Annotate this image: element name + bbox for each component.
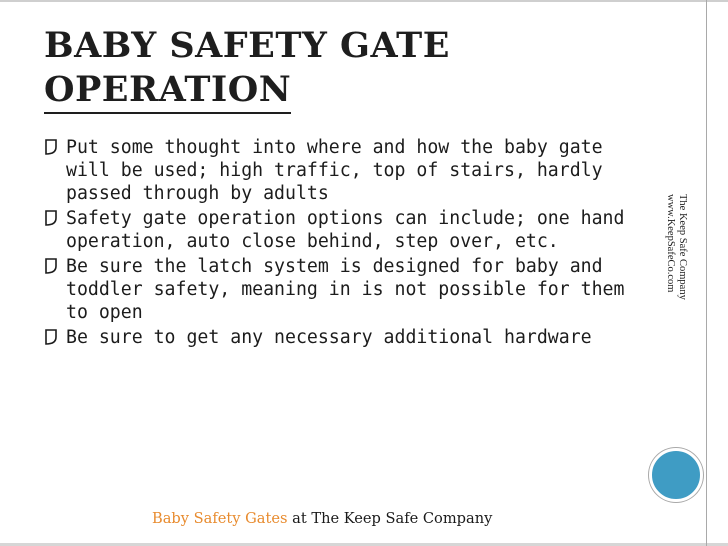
hollow-drop-bullet-icon (44, 138, 56, 156)
bullet-text: Be sure the latch system is designed for baby and toddler safety, meaning in is not possible for them to open (66, 256, 625, 323)
company-url: www.KeepSafeCo.com (665, 194, 676, 293)
company-sidebar-text (664, 194, 688, 354)
footer (152, 510, 492, 527)
slide-title (44, 24, 644, 114)
list-item (44, 136, 634, 205)
top-border (0, 0, 728, 2)
footer-text: at The Keep Safe Company (292, 510, 493, 527)
title-line-2: OPERATION (44, 68, 291, 114)
list-item (44, 207, 634, 253)
company-name: The Keep Safe Company (677, 194, 688, 300)
decorative-circle (649, 448, 703, 502)
bullet-list (44, 136, 634, 351)
hollow-drop-bullet-icon (44, 209, 56, 227)
right-vertical-rule (706, 0, 707, 546)
list-item (44, 326, 634, 349)
bullet-text: Be sure to get any necessary additional hardware (66, 327, 592, 348)
bullet-text: Put some thought into where and how the baby gate will be used; high traffic, top of stairs, hardly passed through by adults (66, 137, 603, 204)
title-line-1: BABY SAFETY GATE (44, 25, 450, 66)
hollow-drop-bullet-icon (44, 328, 56, 346)
list-item (44, 255, 634, 324)
bullet-text: Safety gate operation options can include; one hand operation, auto close behind, step over, etc. (66, 208, 625, 252)
footer-link[interactable]: Baby Safety Gates (152, 510, 288, 527)
hollow-drop-bullet-icon (44, 257, 56, 275)
